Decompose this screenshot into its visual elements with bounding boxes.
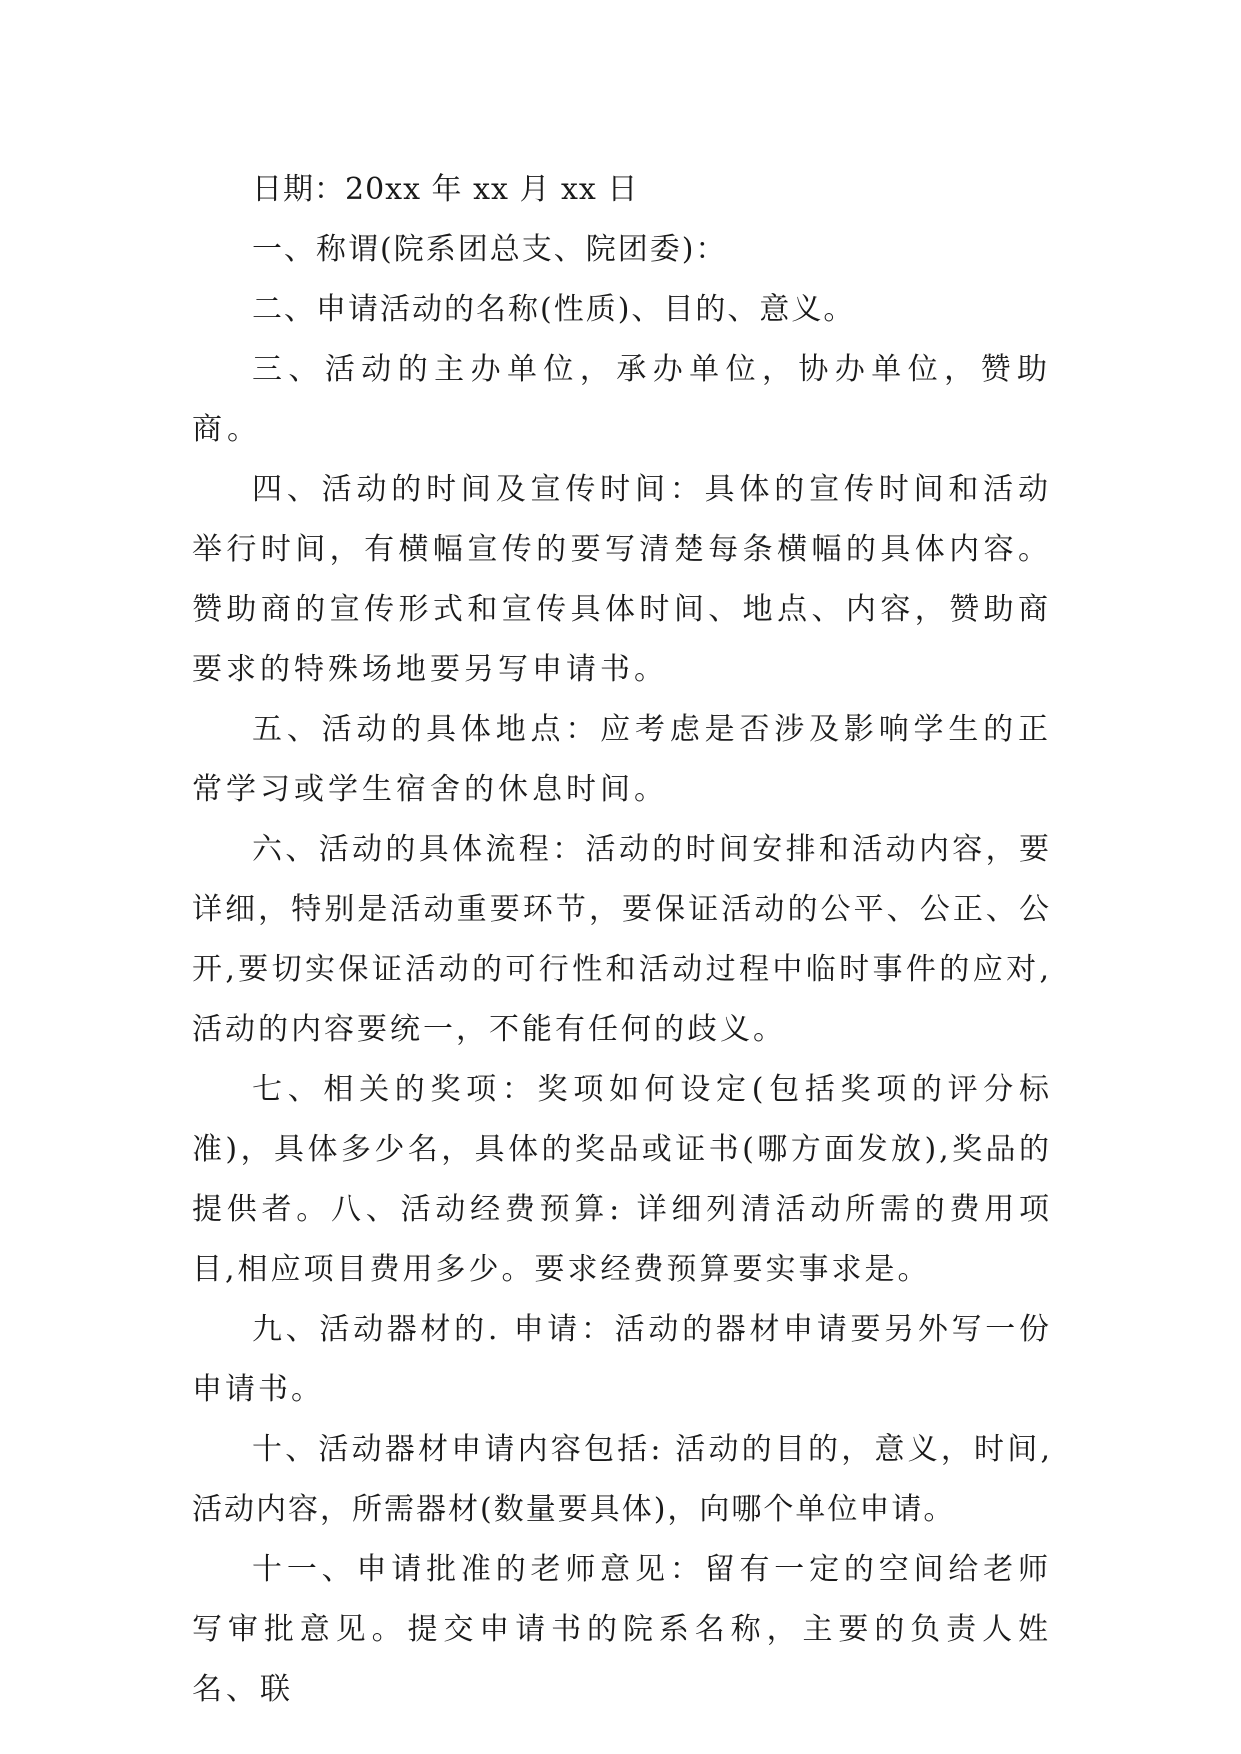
item-equipment-content: 十、活动器材申请内容包括: 活动的目的，意义，时间,活动内容，所需器材(数量要具体)，向哪个单位申请。 xyxy=(192,1432,1052,1527)
document-body xyxy=(192,160,1052,1720)
item-salutation: 一、称谓(院系团总支、院团委)： xyxy=(252,232,728,267)
item-teacher-opinion: 十一、申请批准的老师意见：留有一定的空间给老师写审批意见。提交申请书的院系名称，主要的负责人姓名、联 xyxy=(192,1552,1052,1707)
item-location: 五、活动的具体地点：应考虑是否涉及影响学生的正常学习或学生宿舍的休息时间。 xyxy=(192,712,1052,807)
item-process: 六、活动的具体流程：活动的时间安排和活动内容，要详细，特别是活动重要环节，要保证活动的公平、公正、公开,要切实保证活动的可行性和活动过程中临时事件的应对,活动的内容要统一，不能有任何的歧义。 xyxy=(192,832,1052,1047)
item-activity-name: 二、申请活动的名称(性质)、目的、意义。 xyxy=(252,292,856,327)
date-line: 日期：20xx 年 xx 月 xx 日 xyxy=(252,172,639,207)
item-awards-and-budget: 七、相关的奖项：奖项如何设定(包括奖项的评分标准)，具体多少名，具体的奖品或证书(哪方面发放),奖品的提供者。八、活动经费预算: 详细列清活动所需的费用项目,相应项目费用多少。要求经费预算要实事求是。 xyxy=(192,1072,1052,1287)
item-organizers: 三、活动的主办单位，承办单位，协办单位，赞助商。 xyxy=(192,352,1052,447)
item-time-and-publicity: 四、活动的时间及宣传时间：具体的宣传时间和活动举行时间，有横幅宣传的要写清楚每条横幅的具体内容。赞助商的宣传形式和宣传具体时间、地点、内容，赞助商要求的特殊场地要另写申请书。 xyxy=(192,472,1052,687)
item-equipment-application: 九、活动器材的. 申请：活动的器材申请要另外写一份申请书。 xyxy=(192,1312,1052,1407)
